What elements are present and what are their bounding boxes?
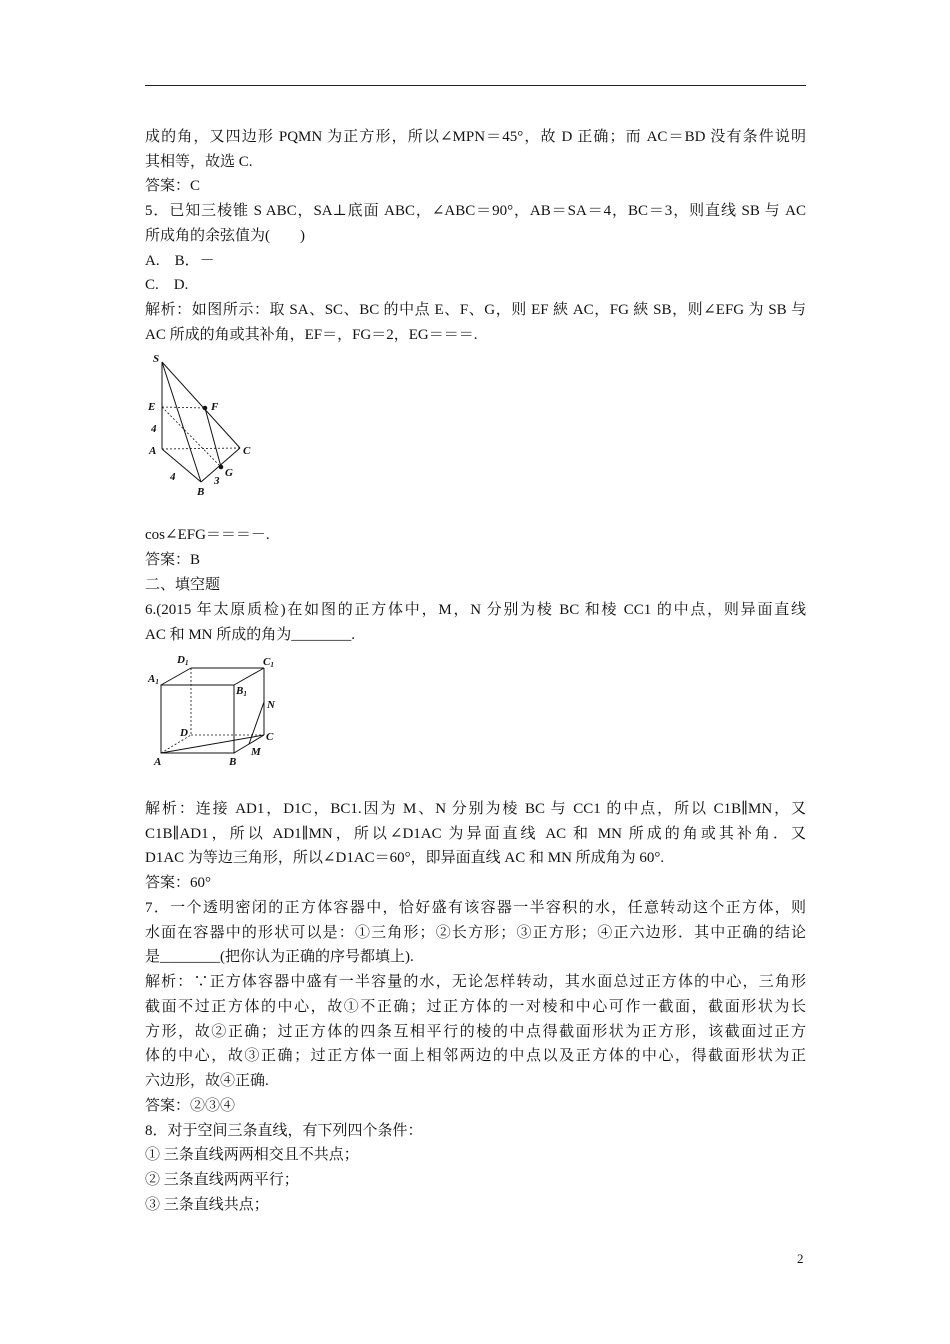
label-A: A [154,756,162,768]
condition-item: ③ 三条直线共点； [145,1197,269,1213]
question-7: 7．一个透明密闭的正方体容器中，恰好盛有该容器一半容积的水，任意转动这个正方体，则 [145,900,806,916]
text-line: 其相等，故选 C. [145,154,253,170]
question-5: 5．已知三棱锥 S ABC，SA⊥底面 ABC，∠ABC＝90°，AB＝SA＝4，BC＝3，则直线 SB 与 AC [145,203,806,219]
text-line: cos∠EFG＝＝＝－. [145,527,270,543]
question-8: 8．对于空间三条直线，有下列四个条件： [145,1123,423,1139]
label-C1: C1 [263,656,274,669]
analysis-line: 体的中心，故③正确；过正方体一面上相邻两边的中点以及正方体的中心，得截面形状为正 [145,1048,806,1064]
condition-item: ① 三条直线两两相交且不共点； [145,1147,359,1163]
label-D: D [180,727,188,739]
label-A1: A1 [148,673,159,686]
question-6: 6.(2015 年太原质检)在如图的正方体中，M，N 分别为棱 BC 和棱 CC1 的中点，则异面直线 [145,602,806,618]
analysis-line: 解析：∵正方体容器中盛有一半容量的水，无论怎样转动，其水面总过正方体的中心，三角形 [145,974,806,990]
label-B1: B1 [236,685,247,698]
header-rule [145,85,806,86]
label-G: G [225,467,233,479]
label-D1: D1 [177,654,189,667]
option-line: A. B．－ [145,253,215,269]
answer-line: 答案：C [145,178,201,194]
option-line: C. D. [145,277,189,293]
cube-figure [145,652,285,772]
condition-item: ② 三条直线两两平行； [145,1172,299,1188]
page-number: 2 [797,1251,804,1266]
text-line: 所成角的余弦值为( ) [145,228,305,244]
analysis-line: 方形，故②正确；过正方体的四条互相平行的棱的中点得截面形状为正方形，该截面过正方 [145,1024,806,1040]
analysis-line: D1AC 为等边三角形，所以∠D1AC＝60°，即异面直线 AC 和 MN 所成角为 60°. [145,850,665,866]
text-line: AC 和 MN 所成的角为________. [145,627,356,643]
label-F: F [211,401,219,413]
analysis-line: 截面不过正方体的中心，故①不正确；过正方体的一对棱和中心可作一截面，截面形状为长 [145,999,806,1015]
label-E: E [148,401,156,413]
answer-line: 答案：②③④ [145,1098,236,1114]
pyramid-figure [145,350,260,500]
label-B: B [197,486,205,498]
analysis-line: 解析：如图所示：取 SA、SC、BC 的中点 E、F、G，则 EF 綊 AC，FG 綊 SB，则∠EFG 为 SB 与 [145,302,806,318]
label-4-horizontal: 4 [170,471,176,483]
analysis-line: 解析：连接 AD1，D1C，BC1.因为 M、N 分别为棱 BC 与 CC1 的中点，所以 C1B∥MN，又 [145,801,806,817]
label-3: 3 [214,475,220,487]
text-line: 是________(把你认为正确的序号都填上). [145,949,414,965]
answer-line: 答案：60° [145,875,211,891]
section-heading: 二、填空题 [145,577,221,593]
text-line: 水面在容器中的形状可以是：①三角形；②长方形；③正方形；④正六边形．其中正确的结论 [145,925,806,941]
analysis-line: 六边形，故④正确. [145,1073,269,1089]
answer-line: 答案：B [145,552,201,568]
label-C: C [243,445,251,457]
label-N: N [267,699,275,711]
text-line: AC 所成的角或其补角，EF＝，FG＝2，EG＝＝＝. [145,327,478,343]
label-4-vertical: 4 [151,423,157,435]
analysis-line: C1B∥AD1，所以 AD1∥MN，所以∠D1AC 为异面直线 AC 和 MN 所成的角或其补角．又 [145,826,806,842]
label-C: C [266,731,274,743]
label-A: A [149,445,157,457]
label-M: M [251,746,261,758]
text-line: 成的角，又四边形 PQMN 为正方形，所以∠MPN＝45°，故 D 正确；而 AC＝BD 没有条件说明 [145,129,806,145]
label-B: B [229,756,237,768]
label-S: S [153,353,160,365]
